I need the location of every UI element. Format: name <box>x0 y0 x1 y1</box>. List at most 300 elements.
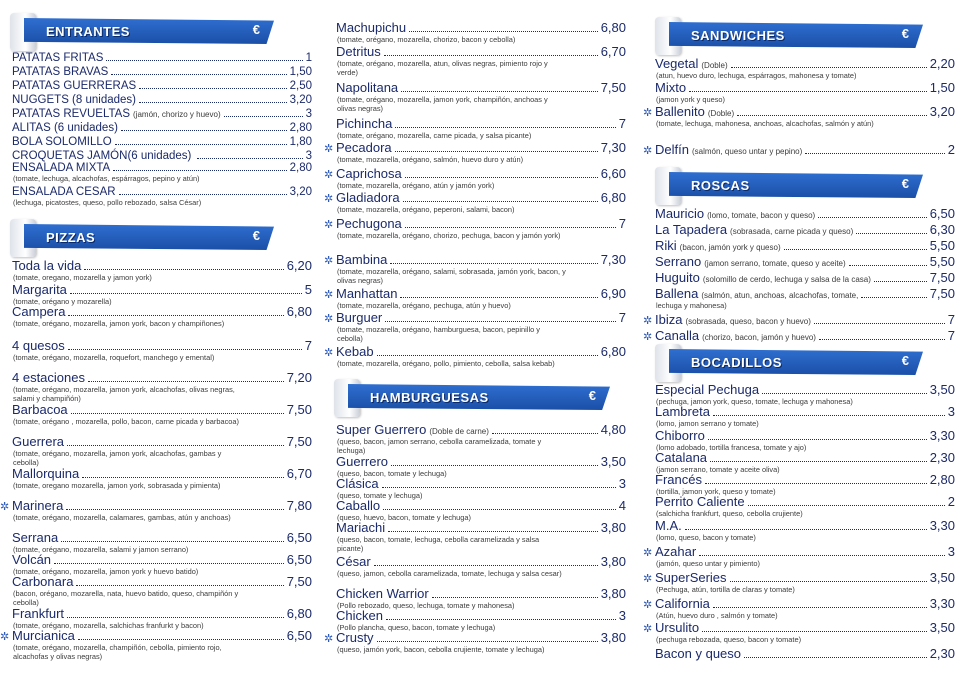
item-name: PATATAS GUERRERAS <box>12 80 137 92</box>
item-price: 2,30 <box>929 450 955 465</box>
menu-item <box>655 518 955 542</box>
dot-leader <box>377 355 598 356</box>
item-price: 7,30 <box>600 140 626 155</box>
item-price: 5,50 <box>929 238 955 253</box>
item-name: Burguer <box>336 310 383 325</box>
item-name: ENSALADA MIXTA <box>12 162 111 174</box>
dot-leader <box>67 617 284 618</box>
item-name: Chicken <box>336 608 383 623</box>
dot-leader <box>119 194 287 195</box>
item-price: 7,50 <box>929 270 955 285</box>
item-price: 2,50 <box>289 80 312 92</box>
section-banner-sandwiches <box>661 20 923 50</box>
menu-item <box>655 80 955 104</box>
item-name: Mariachi <box>336 520 386 535</box>
item-price: 1 <box>305 52 312 64</box>
item-price: 6,80 <box>600 190 626 205</box>
specialty-star-icon: ✲ <box>324 219 334 231</box>
menu-item <box>12 52 312 64</box>
item-description: (tomate, orégano, mozarella, jamon york, alcachofas, gambas y cebolla) <box>13 449 222 467</box>
menu-item <box>324 216 626 240</box>
dot-leader <box>409 31 598 32</box>
dot-leader <box>385 321 616 322</box>
dot-leader <box>391 465 598 466</box>
item-price: 2,80 <box>929 472 955 487</box>
item-inline-note: (Doble) <box>701 61 728 70</box>
item-name: Pecadora <box>336 140 392 155</box>
dot-leader <box>224 116 303 117</box>
item-name: Bacon y queso <box>655 646 742 661</box>
item-price: 3,80 <box>600 520 626 535</box>
item-price: 3,20 <box>289 186 312 198</box>
dot-leader <box>710 461 927 462</box>
item-price: 6,50 <box>286 628 312 643</box>
item-price: 3 <box>947 404 955 419</box>
dot-leader <box>403 201 598 202</box>
item-description: (tomate, mozarella, orégano, peperoni, salami, bacon) <box>337 205 515 214</box>
item-name: Serrano <box>655 254 702 269</box>
item-name: Catalana <box>655 450 708 465</box>
dot-leader <box>713 607 927 608</box>
item-description: (atun, huevo duro, lechuga, espárragos, mahonesa y tomate) <box>656 71 857 80</box>
menu-item <box>324 286 626 310</box>
item-price: 3,50 <box>929 570 955 585</box>
item-price: 3 <box>947 544 955 559</box>
item-description: (Pollo plancha, queso, bacon, tomate y lechuga) <box>337 623 496 632</box>
item-inline-note: (lomo, tomate, bacon y queso) <box>707 211 816 220</box>
menu-item <box>643 328 955 343</box>
menu-item <box>655 286 955 310</box>
dot-leader <box>731 67 927 68</box>
item-name: Azahar <box>655 544 697 559</box>
item-name: ALITAS (6 unidades) <box>12 122 118 134</box>
dot-leader <box>395 151 598 152</box>
item-inline-note: (bacon, jamón york y queso) <box>679 243 781 252</box>
item-price: 4,80 <box>600 422 626 437</box>
item-price: 7,50 <box>929 286 955 301</box>
item-price: 7 <box>304 338 312 353</box>
dot-leader <box>121 130 287 131</box>
item-description: (tomate, orégano, mozarella, jamon york y huevo batido) <box>13 567 199 576</box>
dot-leader <box>106 60 302 61</box>
specialty-star-icon: ✲ <box>643 623 653 635</box>
item-inline-note: (sobrasada, queso, bacon y huevo) <box>685 317 811 326</box>
item-price: 7,30 <box>600 252 626 267</box>
menu-item <box>655 56 955 80</box>
specialty-star-icon: ✲ <box>0 501 10 513</box>
dot-leader <box>78 639 284 640</box>
item-description: (queso, huevo, bacon, tomate y lechuga) <box>337 513 471 522</box>
item-name: Caprichosa <box>336 166 402 181</box>
item-inline-note: (salmón, atun, anchoas, alcachofas, tomate, <box>701 291 859 300</box>
item-description: (tomate, orégano, mozarella, salchichas franfurkt y bacon) <box>13 621 204 630</box>
dot-leader <box>818 217 927 218</box>
menu-item <box>324 344 626 368</box>
menu-item <box>0 628 312 661</box>
menu-item <box>12 80 312 92</box>
dot-leader <box>384 55 598 56</box>
menu-item <box>655 646 955 661</box>
item-description: (tomate, orégano, mozarella, jamon york, champiñón, anchoas y olivas negras) <box>337 95 548 113</box>
item-description: (tomate, orégano, mozarella, roquefort, manchego y emental) <box>13 353 215 362</box>
dot-leader <box>819 339 945 340</box>
menu-item <box>12 122 312 134</box>
item-description: (Pechuga, atún, tortilla de claras y tomate) <box>656 585 795 594</box>
item-price: 4 <box>618 498 626 513</box>
dot-leader <box>784 249 927 250</box>
item-price: 7,50 <box>286 574 312 589</box>
item-name: Super Guerrero <box>336 422 427 437</box>
dot-leader <box>76 585 283 586</box>
dot-leader <box>54 563 284 564</box>
specialty-star-icon: ✲ <box>324 193 334 205</box>
item-inline-note: (jamon serrano, tomate, queso y aceite) <box>704 259 846 268</box>
item-name: Francés <box>655 472 702 487</box>
specialty-star-icon: ✲ <box>324 633 334 645</box>
item-name: Carbonara <box>12 574 74 589</box>
dot-leader <box>84 269 283 270</box>
item-price: 3 <box>618 608 626 623</box>
item-price: 3,20 <box>929 104 955 119</box>
section-title: ENTRANTES <box>46 23 130 39</box>
menu-item <box>336 554 626 578</box>
menu-item <box>655 428 955 452</box>
section-banner-bocadillos <box>661 347 923 377</box>
dot-leader <box>386 619 616 620</box>
dot-leader <box>492 433 598 434</box>
section-banner-roscas <box>661 170 923 200</box>
menu-item <box>655 450 955 474</box>
section-title: PIZZAS <box>46 229 96 245</box>
dot-leader <box>68 315 283 316</box>
menu-item <box>324 166 626 190</box>
item-description: (tomate, orégano, mozarella, champiñón, cebolla, pimiento rojo, alcachofas y olivas negras) <box>13 643 222 661</box>
menu-item <box>643 596 955 620</box>
item-price: 7,50 <box>286 434 312 449</box>
item-description: (tomate, orégano , mozarella, pollo, bacon, carne picada y barbacoa) <box>13 417 239 426</box>
dot-leader <box>70 293 302 294</box>
menu-item <box>336 520 626 553</box>
item-description: (jamón, queso untar y pimiento) <box>656 559 760 568</box>
dot-leader <box>805 153 945 154</box>
dot-leader <box>708 439 927 440</box>
menu-item <box>655 404 955 428</box>
dot-leader <box>748 505 945 506</box>
item-price: 2,20 <box>929 56 955 71</box>
item-inline-note: (6 unidades) <box>127 150 192 162</box>
item-price: 6,80 <box>286 606 312 621</box>
menu-item <box>12 186 312 207</box>
section-title: ROSCAS <box>691 177 750 193</box>
item-price: 3 <box>305 150 312 162</box>
specialty-star-icon: ✲ <box>643 107 653 119</box>
item-price: 3 <box>305 108 312 120</box>
dot-leader <box>71 413 284 414</box>
menu-item <box>324 252 626 285</box>
item-description: (Atún, huevo duro , salmón y tomate) <box>656 611 778 620</box>
item-name: 4 quesos <box>12 338 65 353</box>
item-description: (queso, bacon, tomate, lechuga, cebolla caramelizada y salsa picante) <box>337 535 540 553</box>
menu-item <box>12 304 312 328</box>
dot-leader <box>685 529 927 530</box>
item-price: 3,80 <box>600 586 626 601</box>
item-price: 1,80 <box>289 136 312 148</box>
menu-item <box>655 270 955 285</box>
item-price: 2 <box>947 142 955 157</box>
specialty-star-icon: ✲ <box>324 289 334 301</box>
dot-leader <box>82 477 283 478</box>
item-name: Pechugona <box>336 216 402 231</box>
item-name: NUGGETS (8 unidades) <box>12 94 136 106</box>
item-description: (tomate, mozarella, orégano, pechuga, atún y huevo) <box>337 301 511 310</box>
item-name: Kebab <box>336 344 374 359</box>
dot-leader <box>744 657 927 658</box>
menu-item <box>12 530 312 554</box>
item-name: Frankfurt <box>12 606 65 621</box>
menu-item <box>655 254 955 269</box>
menu-item <box>643 312 955 327</box>
dot-leader <box>383 509 616 510</box>
item-name: Detritus <box>336 44 381 59</box>
menu-item <box>655 382 955 406</box>
dot-leader <box>395 127 615 128</box>
item-price: 6,80 <box>286 304 312 319</box>
item-name: Chiborro <box>655 428 705 443</box>
dot-leader <box>405 227 616 228</box>
specialty-star-icon: ✲ <box>643 315 653 327</box>
item-price: 3,50 <box>600 454 626 469</box>
menu-item <box>643 104 955 128</box>
menu-item <box>324 630 626 654</box>
item-name: Mixto <box>655 80 687 95</box>
item-price: 3,30 <box>929 518 955 533</box>
item-description: (tomate, lechuga, mahonesa, anchoas, alcachofas, salmón y atún) <box>656 119 874 128</box>
item-description: lechuga y mahonesa) <box>656 301 727 310</box>
dot-leader <box>432 597 598 598</box>
item-inline-note: (chorizo, bacon, jamón y huevo) <box>702 333 816 342</box>
dot-leader <box>849 265 927 266</box>
item-price: 6,70 <box>286 466 312 481</box>
item-price: 2 <box>947 494 955 509</box>
menu-item <box>336 116 626 140</box>
item-name: Murcianica <box>12 628 75 643</box>
dot-leader <box>705 483 927 484</box>
dot-leader <box>702 631 927 632</box>
item-description: (tomate, orégano, mozarella, jamon york, bacon y champiñones) <box>13 319 225 328</box>
menu-item <box>12 94 312 106</box>
item-price: 1,50 <box>929 80 955 95</box>
item-description: (lomo adobado, tortilla francesa, tomate y ajo) <box>656 443 807 452</box>
item-price: 1,50 <box>289 66 312 78</box>
item-name: Manhattan <box>336 286 398 301</box>
euro-icon: € <box>901 26 909 41</box>
item-name: Volcán <box>12 552 52 567</box>
item-name: Clásica <box>336 476 379 491</box>
euro-icon: € <box>901 353 909 368</box>
item-name: Margarita <box>12 282 67 297</box>
item-name: Mauricio <box>655 206 705 221</box>
item-name: BOLA SOLOMILLO <box>12 136 112 148</box>
dot-leader <box>139 102 287 103</box>
item-description: (pechuga rebozada, queso, bacon y tomate) <box>656 635 802 644</box>
item-description: (tomate, mozarella, orégano, salmón, huevo duro y atún) <box>337 155 524 164</box>
dot-leader <box>737 115 927 116</box>
item-name: Gladiadora <box>336 190 400 205</box>
item-name: Napolitana <box>336 80 399 95</box>
item-name: La Tapadera <box>655 222 728 237</box>
item-description: (tomate, mozarella, orégano, hamburguesa, bacon, pepinillo y cebolla) <box>337 325 540 343</box>
item-name: César <box>336 554 371 569</box>
item-name: Bambina <box>336 252 388 267</box>
euro-icon: € <box>252 22 260 37</box>
item-price: 6,50 <box>286 530 312 545</box>
item-price: 6,70 <box>600 44 626 59</box>
item-price: 6,90 <box>600 286 626 301</box>
item-name: Mallorquina <box>12 466 80 481</box>
menu-item <box>12 258 312 282</box>
item-price: 2,80 <box>289 122 312 134</box>
item-price: 7 <box>618 116 626 131</box>
euro-icon: € <box>901 176 909 191</box>
item-price: 3,80 <box>600 554 626 569</box>
item-name: Ballena <box>655 286 699 301</box>
item-name: Guerrero <box>336 454 389 469</box>
specialty-star-icon: ✲ <box>643 547 653 559</box>
item-price: 6,20 <box>286 258 312 273</box>
dot-leader <box>68 349 302 350</box>
dot-leader <box>405 177 598 178</box>
dot-leader <box>400 297 597 298</box>
item-description: (tomate, mozarella, orégano, chorizo, pechuga, bacon y jamón york) <box>337 231 561 240</box>
menu-item <box>336 44 626 77</box>
item-price: 5,50 <box>929 254 955 269</box>
specialty-star-icon: ✲ <box>643 573 653 585</box>
item-name: Vegetal <box>655 56 699 71</box>
item-description: (tomate, orégano, mozarella, jamon york, alcachofas, olivas negras, salami y champiñón) <box>13 385 235 403</box>
item-price: 3,80 <box>600 630 626 645</box>
dot-leader <box>382 487 616 488</box>
section-banner-pizzas <box>16 222 274 252</box>
item-description: (jamon serrano, tomate y aceite oliva) <box>656 465 780 474</box>
menu-item <box>324 140 626 164</box>
item-description: (lomo, jamon serrano y tomate) <box>656 419 759 428</box>
item-name: 4 estaciones <box>12 370 85 385</box>
menu-item <box>12 282 312 306</box>
menu-item <box>324 190 626 214</box>
dot-leader <box>856 233 926 234</box>
item-description: (tomate, lechuga, alcachofas, espárragos, pepino y atún) <box>13 174 200 183</box>
menu-item <box>12 434 312 467</box>
menu-item <box>12 466 312 490</box>
dot-leader <box>762 393 927 394</box>
specialty-star-icon: ✲ <box>324 255 334 267</box>
dot-leader <box>88 381 284 382</box>
menu-item <box>655 222 955 237</box>
item-description: (lomo, queso, bacon y tomate) <box>656 533 756 542</box>
menu-item <box>12 162 312 183</box>
item-name: Barbacoa <box>12 402 68 417</box>
menu-item <box>655 206 955 221</box>
menu-item <box>12 370 312 403</box>
section-banner-entrantes <box>16 16 274 46</box>
section-title: HAMBURGUESAS <box>370 389 489 405</box>
item-name: Especial Pechuga <box>655 382 760 397</box>
item-name: Lambreta <box>655 404 710 419</box>
dot-leader <box>66 509 283 510</box>
item-name: Ursulito <box>655 620 700 635</box>
item-price: 3,30 <box>929 596 955 611</box>
item-name: Canalla <box>655 328 700 343</box>
item-price: 7 <box>618 310 626 325</box>
item-name: Delfín <box>655 142 689 157</box>
item-name: PATATAS FRITAS <box>12 52 104 64</box>
menu-item <box>336 476 626 500</box>
item-inline-note: (Doble) <box>707 109 735 118</box>
item-price: 3 <box>618 476 626 491</box>
item-description: (tortilla, jamon york, queso y tomate) <box>656 487 776 496</box>
menu-item <box>336 454 626 478</box>
item-price: 3,50 <box>929 620 955 635</box>
menu-item <box>0 498 312 522</box>
euro-icon: € <box>588 388 596 403</box>
item-price: 6,50 <box>929 206 955 221</box>
item-description: (Pollo rebozado, queso, lechuga, tomate y mahonesa) <box>337 601 515 610</box>
item-price: 3,50 <box>929 382 955 397</box>
item-name: Caballo <box>336 498 381 513</box>
item-price: 3,20 <box>289 94 312 106</box>
item-inline-note: (salmón, queso untar y pepino) <box>691 147 803 156</box>
item-name: Riki <box>655 238 677 253</box>
item-description: (pechuga, jamon york, queso, tomate, lechuga y mahonesa) <box>656 397 853 406</box>
menu-item <box>12 150 312 162</box>
item-description: (queso, jamon, cebolla caramelizada, tomate, lechuga y salsa cesar) <box>337 569 562 578</box>
item-name: Pichincha <box>336 116 393 131</box>
item-name: Marinera <box>12 498 64 513</box>
item-price: 7,80 <box>286 498 312 513</box>
euro-icon: € <box>252 228 260 243</box>
item-description: (queso, bacon, jamon serrano, cebolla caramelizada, tomate y lechuga) <box>337 437 542 455</box>
menu-item <box>655 238 955 253</box>
menu-item <box>12 108 312 120</box>
dot-leader <box>111 74 286 75</box>
item-inline-note: (solomillo de cerdo, lechuga y salsa de la casa) <box>702 275 871 284</box>
dot-leader <box>390 263 597 264</box>
item-inline-note: (jamón, chorizo y huevo) <box>133 110 221 119</box>
dot-leader <box>374 565 598 566</box>
item-description: (jamon york y queso) <box>656 95 726 104</box>
item-price: 7,50 <box>286 402 312 417</box>
item-description: (queso, bacon, tomate y lechuga) <box>337 469 447 478</box>
menu-item <box>336 80 626 113</box>
item-name: PATATAS BRAVAS <box>12 66 109 78</box>
item-price: 2,80 <box>289 162 312 174</box>
item-name: Perrito Caliente <box>655 494 745 509</box>
dot-leader <box>377 641 598 642</box>
specialty-star-icon: ✲ <box>643 331 653 343</box>
menu-item <box>336 20 626 44</box>
dot-leader <box>689 91 927 92</box>
item-description: (tomate, orégano, mozarella, chorizo, bacon y cebolla) <box>337 35 516 44</box>
item-description: (tomate, orégano y mozarella) <box>13 297 112 306</box>
menu-item <box>12 338 312 362</box>
dot-leader <box>401 91 598 92</box>
menu-item <box>336 498 626 522</box>
item-inline-note: (sobrasada, carne picada y queso) <box>730 227 854 236</box>
specialty-star-icon: ✲ <box>643 145 653 157</box>
item-name: ENSALADA CESAR <box>12 186 116 198</box>
item-price: 6,50 <box>286 552 312 567</box>
item-name: PATATAS REVUELTAS <box>12 108 131 120</box>
